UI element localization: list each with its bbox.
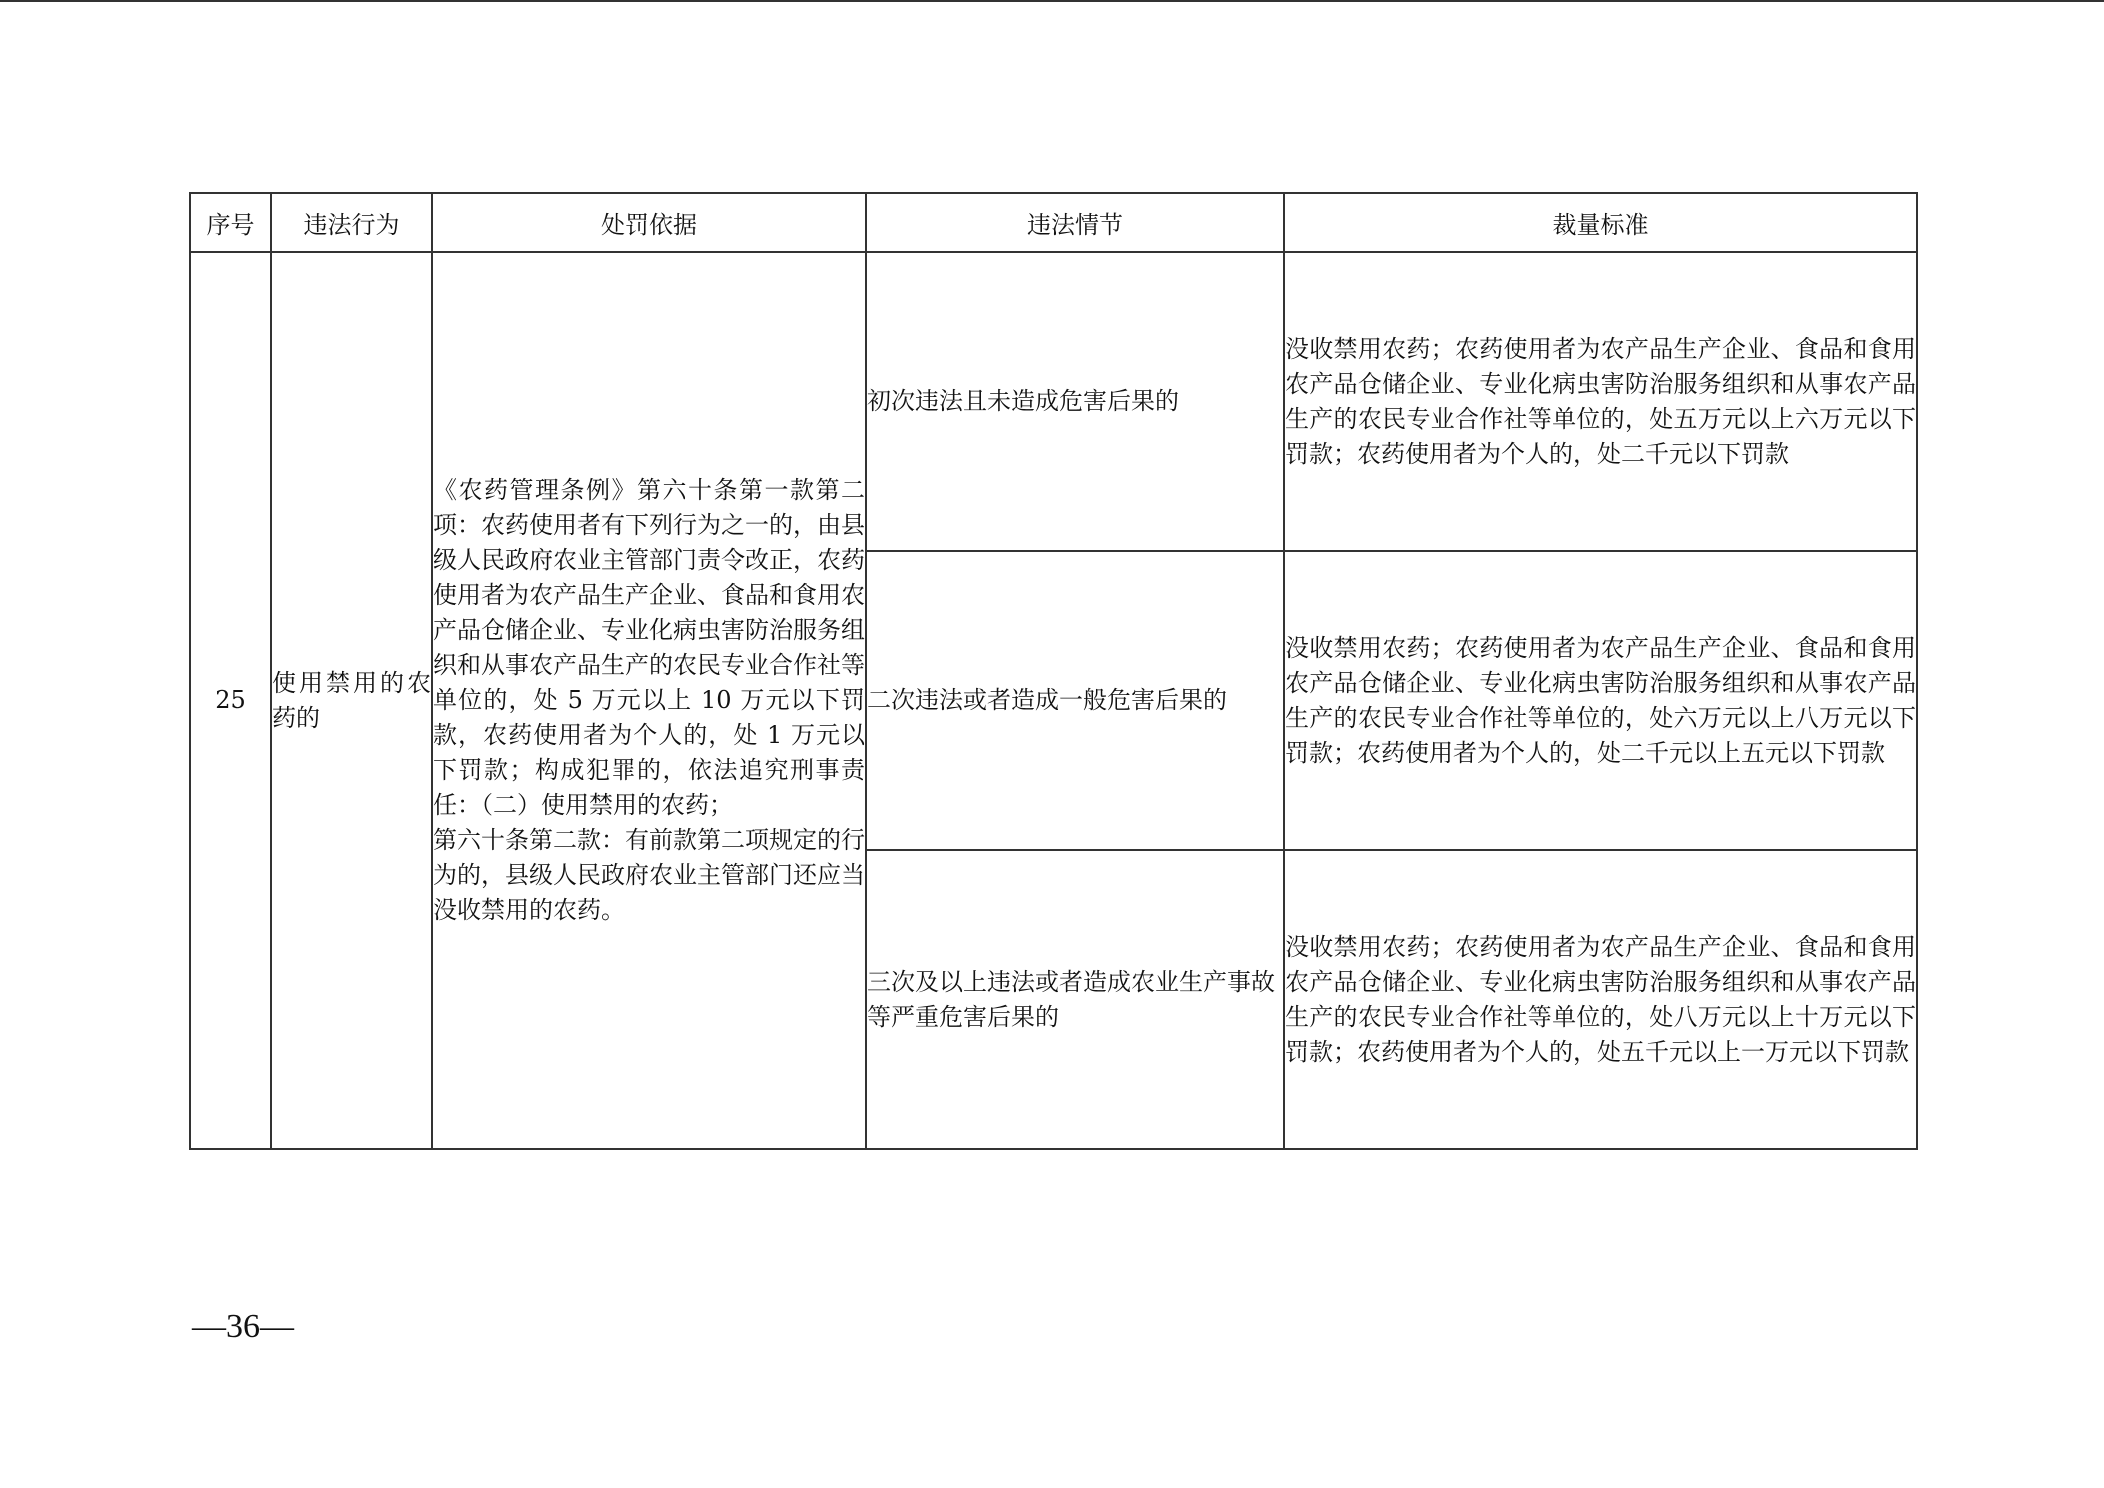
penalty-basis-clause-2: 第六十条第二款：有前款第二项规定的行为的，县级人民政府农业主管部门还应当没收禁用的农药。 <box>433 826 865 924</box>
standard-tier-2: 没收禁用农药；农药使用者为农产品生产企业、食品和食用农产品仓储企业、专业化病虫害防治服务组织和从事农产品生产的农民专业合作社等单位的，处六万元以上八万元以下罚款；农药使用者为个人的，处二千元以上五元以下罚款 <box>1284 551 1917 850</box>
header-basis: 处罚依据 <box>432 193 866 252</box>
penalty-basis-cell <box>432 252 866 1149</box>
table-header-row <box>190 193 1917 252</box>
table-row <box>190 252 1917 551</box>
standard-tier-1: 没收禁用农药；农药使用者为农产品生产企业、食品和食用农产品仓储企业、专业化病虫害防治服务组织和从事农产品生产的农民专业合作社等单位的，处五万元以上六万元以下罚款；农药使用者为个人的，处二千元以下罚款 <box>1284 252 1917 551</box>
circumstance-tier-1: 初次违法且未造成危害后果的 <box>866 252 1284 551</box>
header-standard: 裁量标准 <box>1284 193 1917 252</box>
circumstance-tier-3: 三次及以上违法或者造成农业生产事故等严重危害后果的 <box>866 850 1284 1149</box>
penalty-table <box>189 192 1918 1150</box>
header-circumstance: 违法情节 <box>866 193 1284 252</box>
row-number: 25 <box>190 252 271 1149</box>
standard-tier-3: 没收禁用农药；农药使用者为农产品生产企业、食品和食用农产品仓储企业、专业化病虫害防治服务组织和从事农产品生产的农民专业合作社等单位的，处八万元以上十万元以下罚款；农药使用者为个人的，处五千元以上一万元以下罚款 <box>1284 850 1917 1149</box>
header-no: 序号 <box>190 193 271 252</box>
penalty-basis-clause-1: 《农药管理条例》第六十条第一款第二项：农药使用者有下列行为之一的，由县级人民政府农业主管部门责令改正，农药使用者为农产品生产企业、食品和食用农产品仓储企业、专业化病虫害防治服务组织和从事农产品生产的农民专业合作社等单位的，处 5 万元以上 10 万元以下罚款，农药使用者为个人的，处 1 万元以下罚款；构成犯罪的，依法追究刑事责任：（二）使用禁用的农药； <box>433 476 865 819</box>
circumstance-tier-2: 二次违法或者造成一般危害后果的 <box>866 551 1284 850</box>
header-act: 违法行为 <box>271 193 432 252</box>
violation-act: 使用禁用的农药的 <box>271 252 432 1149</box>
page-number: —36— <box>192 1308 294 1345</box>
top-border-line <box>0 0 2104 2</box>
